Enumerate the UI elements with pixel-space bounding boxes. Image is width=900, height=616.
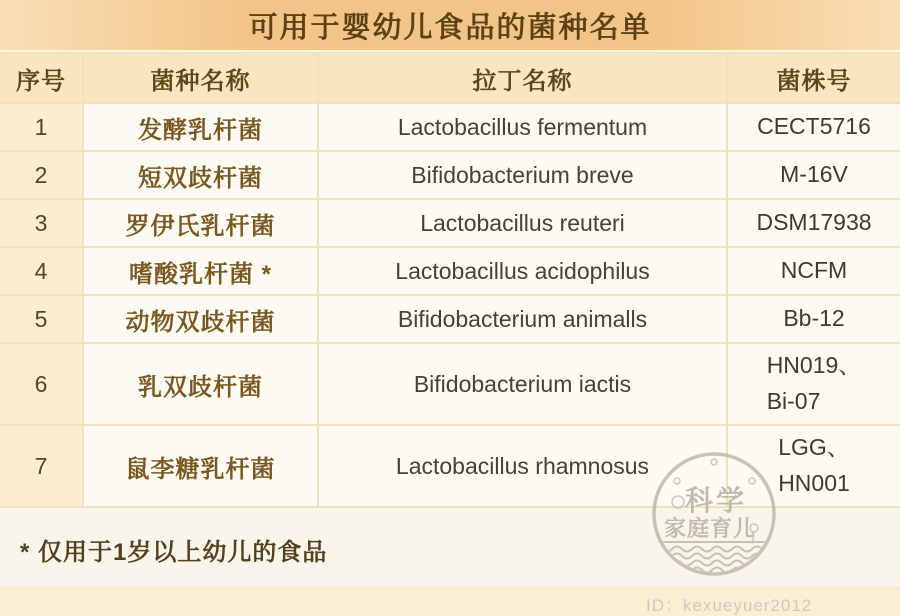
row-number-cell: 1 xyxy=(0,103,83,151)
latin-name-cell: Bifidobacterium iactis xyxy=(318,343,727,425)
row-number-cell: 5 xyxy=(0,295,83,343)
strain-number-cell xyxy=(727,247,900,295)
species-name-cell: 发酵乳杆菌 xyxy=(83,103,318,151)
species-table xyxy=(0,52,900,508)
column-header-2: 拉丁名称 xyxy=(318,53,727,103)
table-row xyxy=(0,199,900,247)
latin-name-cell: Bifidobacterium animalls xyxy=(318,295,727,343)
column-header-3: 菌株号 xyxy=(727,53,900,103)
watermark-text-line1: 科学 xyxy=(684,485,748,516)
strain-number-cell xyxy=(727,343,900,425)
row-number-cell: 6 xyxy=(0,343,83,425)
species-name-cell: 罗伊氏乳杆菌 xyxy=(83,199,318,247)
footnote-bar xyxy=(0,508,900,586)
strain-lines xyxy=(781,253,847,289)
strain-line: LGG、 xyxy=(778,434,850,461)
strain-line: NCFM xyxy=(780,257,848,284)
strain-lines xyxy=(756,205,871,241)
species-table-header-row xyxy=(0,53,900,103)
species-name-cell: 嗜酸乳杆菌 * xyxy=(83,247,318,295)
strain-lines xyxy=(780,157,848,193)
strain-number-cell xyxy=(727,425,900,507)
table-row xyxy=(0,151,900,199)
species-name-cell: 短双歧杆菌 xyxy=(83,151,318,199)
latin-name-cell: Lactobacillus rhamnosus xyxy=(318,425,727,507)
strain-line: M-16V xyxy=(780,161,848,188)
row-number-cell: 2 xyxy=(0,151,83,199)
table-row xyxy=(0,295,900,343)
strain-line: HN019、 xyxy=(766,352,862,379)
strain-line: Bi-07 xyxy=(766,388,821,414)
strain-number-cell xyxy=(727,103,900,151)
strain-lines xyxy=(767,348,862,419)
strain-lines xyxy=(778,430,850,501)
latin-name-cell: Lactobacillus reuteri xyxy=(318,199,727,247)
table-row xyxy=(0,425,900,507)
watermark-text-line2: 家庭育儿 xyxy=(663,516,757,541)
column-header-0: 序号 xyxy=(0,53,83,103)
strain-line: HN001 xyxy=(778,470,850,496)
table-row xyxy=(0,247,900,295)
latin-name-cell: Lactobacillus acidophilus xyxy=(318,247,727,295)
column-header-1: 菌种名称 xyxy=(83,53,318,103)
row-number-cell: 3 xyxy=(0,199,83,247)
species-table-body xyxy=(0,103,900,507)
strain-line: Bb-12 xyxy=(783,305,845,332)
title-bar xyxy=(0,0,900,52)
latin-name-cell: Lactobacillus fermentum xyxy=(318,103,727,151)
row-number-cell: 7 xyxy=(0,425,83,507)
strain-line: DSM17938 xyxy=(756,209,872,236)
species-name-cell: 乳双歧杆菌 xyxy=(83,343,318,425)
strain-lines xyxy=(757,109,871,145)
species-name-cell: 动物双歧杆菌 xyxy=(83,295,318,343)
page-title: 可用于婴幼儿食品的菌种名单 xyxy=(248,11,652,44)
row-number-cell: 4 xyxy=(0,247,83,295)
strain-number-cell xyxy=(727,295,900,343)
table-row xyxy=(0,343,900,425)
strain-line: CECT5716 xyxy=(757,113,871,140)
table-row xyxy=(0,103,900,151)
strain-number-cell xyxy=(727,151,900,199)
strain-lines xyxy=(783,301,844,337)
watermark-id: ID：kexueyuer2012 xyxy=(646,596,813,615)
latin-name-cell: Bifidobacterium breve xyxy=(318,151,727,199)
footnote: * 仅用于1岁以上幼儿的食品 xyxy=(20,539,328,566)
strain-number-cell xyxy=(727,199,900,247)
species-name-cell: 鼠李糖乳杆菌 xyxy=(83,425,318,507)
